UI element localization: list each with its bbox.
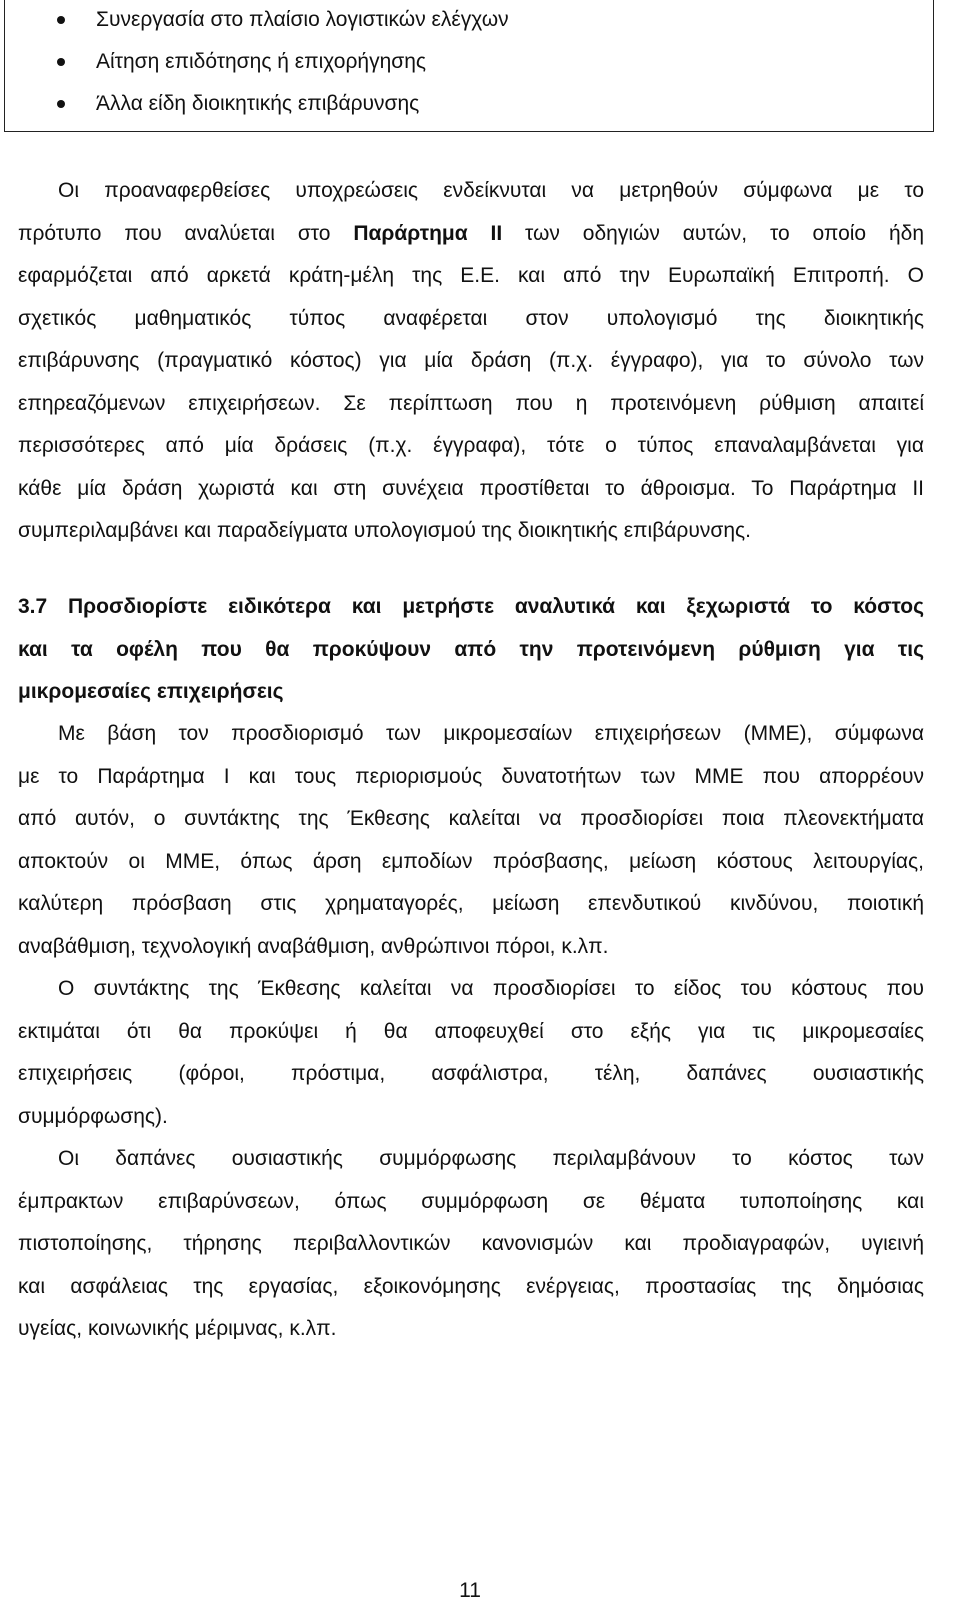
paragraph-sme-costs <box>18 968 924 1138</box>
heading-line: 3.7 Προσδιορίστε ειδικότερα και μετρήστε αναλυτικά και ξεχωριστά το κόστος <box>18 595 924 618</box>
paragraph-line: Οι δαπάνες ουσιαστικής συμμόρφωσης περιλαμβάνουν το κόστος των <box>58 1147 924 1170</box>
paragraph-line <box>18 213 924 256</box>
paragraph-line: συμπεριλαμβάνει και παραδείγματα υπολογισμού της διοικητικής επιβάρυνσης. <box>18 519 751 542</box>
paragraph-compliance-costs <box>18 1138 924 1351</box>
page-number: 11 <box>459 1579 481 1602</box>
list-item-text: Άλλα είδη διοικητικής επιβάρυνσης <box>96 92 420 115</box>
bullet-icon <box>57 16 65 24</box>
paragraph-line: υγείας, κοινωνικής μέριμνας, κ.λπ. <box>18 1317 337 1340</box>
paragraph-text: των οδηγιών αυτών, το οποίο ήδη <box>502 221 924 245</box>
list-item-text: Αίτηση επιδότησης ή επιχορήγησης <box>96 50 427 73</box>
paragraph-line: επιβάρυνσης (πραγματικό κόστος) για μία δράση (π.χ. έγγραφο), για το σύνολο των <box>18 349 924 372</box>
paragraph-line: περισσότερες από μία δράσεις (π.χ. έγγραφα), τότε ο τύπος επαναλαμβάνεται για <box>18 434 924 457</box>
paragraph-line: με το Παράρτημα Ι και τους περιορισμούς δυνατοτήτων των ΜΜΕ που απορρέουν <box>18 764 924 788</box>
heading-line: μικρομεσαίες επιχειρήσεις <box>18 680 284 703</box>
paragraph-line: από αυτόν, ο συντάκτης της Έκθεσης καλείται να προσδιορίσει ποια πλεονεκτήματα <box>18 807 924 830</box>
paragraph-line: πιστοποίησης, τήρησης περιβαλλοντικών κανονισμών και προδιαγραφών, υγιεινή <box>18 1232 924 1255</box>
bullet-icon <box>57 100 65 108</box>
paragraph-line: αναβάθμιση, τεχνολογική αναβάθμιση, ανθρώπινοι πόροι, κ.λπ. <box>18 934 609 958</box>
paragraph-sme-benefits <box>18 713 924 968</box>
paragraph-line: έμπρακτων επιβαρύνσεων, όπως συμμόρφωση σε θέματα τυποποίησης και <box>18 1189 924 1213</box>
paragraph-line: κάθε μία δράση χωριστά και στη συνέχεια προστίθεται το άθροισμα. Το Παράρτημα ΙΙ <box>18 476 924 500</box>
paragraph-line: σχετικός μαθηματικός τύπος αναφέρεται στον υπολογισμό της διοικητικής <box>18 306 924 330</box>
paragraph-line: Ο συντάκτης της Έκθεσης καλείται να προσδιορίσει το είδος του κόστους που <box>58 977 924 1000</box>
paragraph-line: συμμόρφωσης). <box>18 1104 168 1128</box>
paragraph-line: Οι προαναφερθείσες υποχρεώσεις ενδείκνυται να μετρηθούν σύμφωνα με το <box>58 179 924 202</box>
heading-line: και τα οφέλη που θα προκύψουν από την προτεινόμενη ρύθμιση για τις <box>18 637 924 661</box>
paragraph-line: και ασφάλειας της εργασίας, εξοικονόμησης ενέργειας, προστασίας της δημόσιας <box>18 1274 924 1298</box>
annex-reference: Παράρτημα ΙΙ <box>353 221 503 245</box>
bullet-box <box>4 0 934 132</box>
paragraph-line: επιχειρήσεις (φόροι, πρόστιμα, ασφάλιστρα, τέλη, δαπάνες ουσιαστικής <box>18 1062 924 1085</box>
paragraph-line: εκτιμάται ότι θα προκύψει ή θα αποφευχθεί στο εξής για τις μικρομεσαίες <box>18 1019 924 1043</box>
paragraph-text: πρότυπο που αναλύεται στο <box>18 221 354 245</box>
paragraph-line: επηρεαζόμενων επιχειρήσεων. Σε περίπτωση που η προτεινόμενη ρύθμιση απαιτεί <box>18 391 924 415</box>
paragraph-line: εφαρμόζεται από αρκετά κράτη-μέλη της Ε.Ε. και από την Ευρωπαϊκή Επιτροπή. Ο <box>18 264 924 287</box>
paragraph-line: αποκτούν οι ΜΜΕ, όπως άρση εμποδίων πρόσβασης, μείωση κόστους λειτουργίας, <box>18 849 924 873</box>
paragraph-admin-burden <box>18 170 924 553</box>
section-heading <box>18 586 924 714</box>
bullet-icon <box>57 58 65 66</box>
list-item-text: Συνεργασία στο πλαίσιο λογιστικών ελέγχων <box>96 8 509 31</box>
paragraph-line: καλύτερη πρόσβαση στις χρηματαγορές, μείωση επενδυτικού κινδύνου, ποιοτική <box>18 892 924 915</box>
paragraph-line: Με βάση τον προσδιορισμό των μικρομεσαίων επιχειρήσεων (ΜΜΕ), σύμφωνα <box>58 722 924 745</box>
